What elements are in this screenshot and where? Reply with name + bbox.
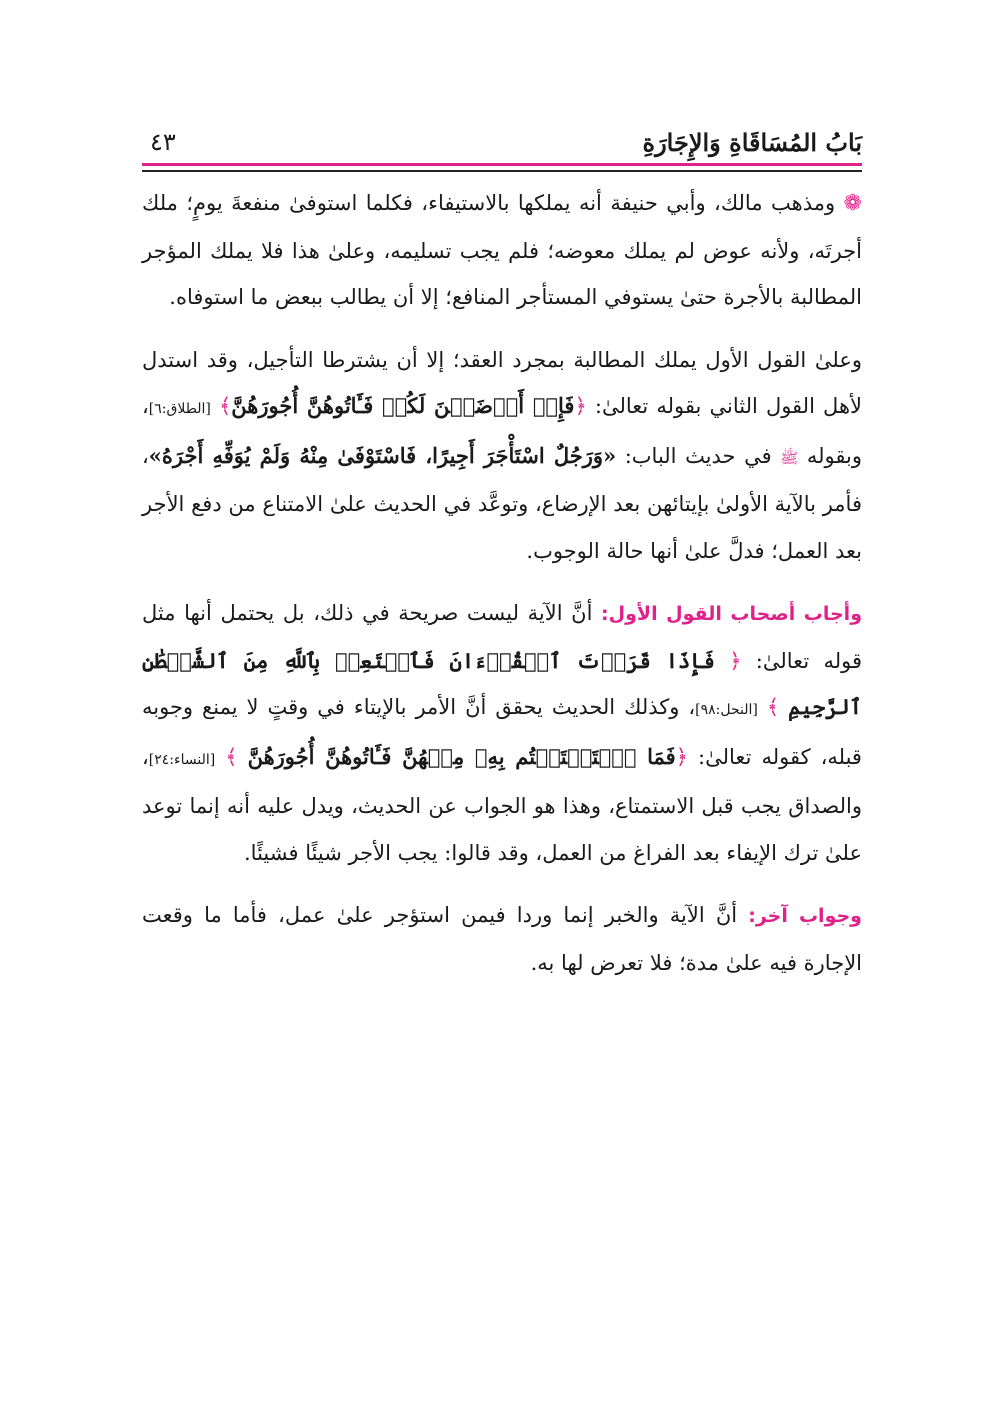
ornate-brace-open: ﴿ — [675, 744, 689, 769]
page-number: ٤٣ — [150, 128, 176, 156]
paragraph-2-text-2: ، وبقوله — [142, 394, 862, 468]
quran-verse: فَإِذَا قَرَأۡتَ ٱلۡقُرۡءَانَ فَٱسۡتَعِذۡ بِٱللَّهِ مِنَ ٱلشَّيۡطَٰنِ ٱلرَّجِيمِ — [142, 647, 862, 719]
paragraph-2-text-1: وعلىٰ القول الأول يملك المطالبة بمجرد العقد؛ إلا أن يشترطا التأجيل، وقد استدل لأهل القول الثاني بقوله تعالىٰ: — [142, 347, 862, 418]
paragraph-4-text-1: أنَّ الآية والخبر إنما وردا فيمن استؤجر علىٰ عمل، فأما ما وقعت الإجارة فيه علىٰ مدة؛ فلا تعرض لها به. — [142, 903, 862, 975]
header-rule-dark — [142, 170, 862, 172]
paragraph-2-text-4: ، فأمر بالآية الأولىٰ بإيتائهن بعد الإرضاع، وتوعَّد في الحديث علىٰ الامتناع من دفع الأجر بعد العمل؛ فدلَّ علىٰ أنها حالة الوجوب. — [142, 443, 862, 563]
header-rule-accent — [142, 163, 862, 166]
paragraph-3-text-3: ، والصداق يجب قبل الاستمتاع، وهذا هو الجواب عن الحديث، ويدل عليه أنه إنما توعد علىٰ ترك الإيفاء بعد الفراغ من العمل، وقد قالوا: يجب الأجر شيئًا فشيئًا. — [142, 744, 862, 865]
page-body — [142, 180, 862, 986]
quran-verse: فَإِنۡ أَرۡضَعۡنَ لَكُمۡ فَـَٔاتُوهُنَّ أُجُورَهُنَّ — [231, 393, 575, 418]
paragraph-2 — [142, 337, 862, 575]
paragraph-3-text-2: ، وكذلك الحديث يحقق أنَّ الأمر بالإيتاء في وقتٍ لا يمنع وجوبه قبله، كقوله تعالىٰ: — [142, 695, 862, 769]
verse-reference: [النساء:٢٤] — [148, 751, 216, 768]
paragraph-1 — [142, 180, 862, 321]
verse-reference: [الطلاق:٦] — [148, 401, 211, 417]
paragraph-2-text-3: في حديث الباب: — [616, 443, 781, 468]
paragraph-1-text: ومذهب مالك، وأبي حنيفة أنه يملكها بالاستيفاء، فكلما استوفىٰ منفعةَ يومٍ؛ ملك أجرتَه، ولأنه عوض لم يملك معوضه؛ فلم يجب تسليمه، وعلىٰ هذا فلا يملك المؤجر المطالبة بالأجرة حتىٰ يستوفي المستأجر المنافع؛ إلا أن يطالب ببعض ما استوفاه. — [142, 191, 862, 309]
paragraph-3-text-1: أنَّ الآية ليست صريحة في ذلك، بل يحتمل أنها مثل قوله تعالىٰ: — [142, 601, 862, 673]
ornate-brace-close: ﴾ — [225, 744, 238, 769]
hadith-quote: «وَرَجُلٌ اسْتَأْجَرَ أَجِيرًا، فَاسْتَوْفَىٰ مِنْهُ وَلَمْ يُوَفِّهِ أَجْرَهُ» — [148, 442, 617, 468]
salutation-glyph: ﷺ — [780, 448, 799, 467]
quran-verse: فَمَا ٱسۡتَمۡتَعۡتُم بِهِۦ مِنۡهُنَّ فَـَٔاتُوهُنَّ أُجُورَهُنَّ — [247, 743, 676, 769]
ornate-brace-open: ﴿ — [729, 648, 742, 673]
section-label: وأجاب أصحاب القول الأول: — [601, 603, 863, 625]
ornate-brace-open: ﴿ — [574, 394, 587, 418]
paragraph-3 — [142, 590, 862, 876]
paragraph-4 — [142, 892, 862, 986]
flower-icon: ❁ — [843, 191, 862, 216]
verse-reference: [النحل:٩٨] — [695, 702, 758, 718]
section-label: وجواب آخر: — [748, 905, 862, 927]
ornate-brace-close: ﴾ — [218, 394, 232, 418]
ornate-brace-close: ﴾ — [766, 695, 780, 719]
running-title: بَابُ المُسَاقَاةِ وَالإِجَارَةِ — [642, 128, 862, 157]
